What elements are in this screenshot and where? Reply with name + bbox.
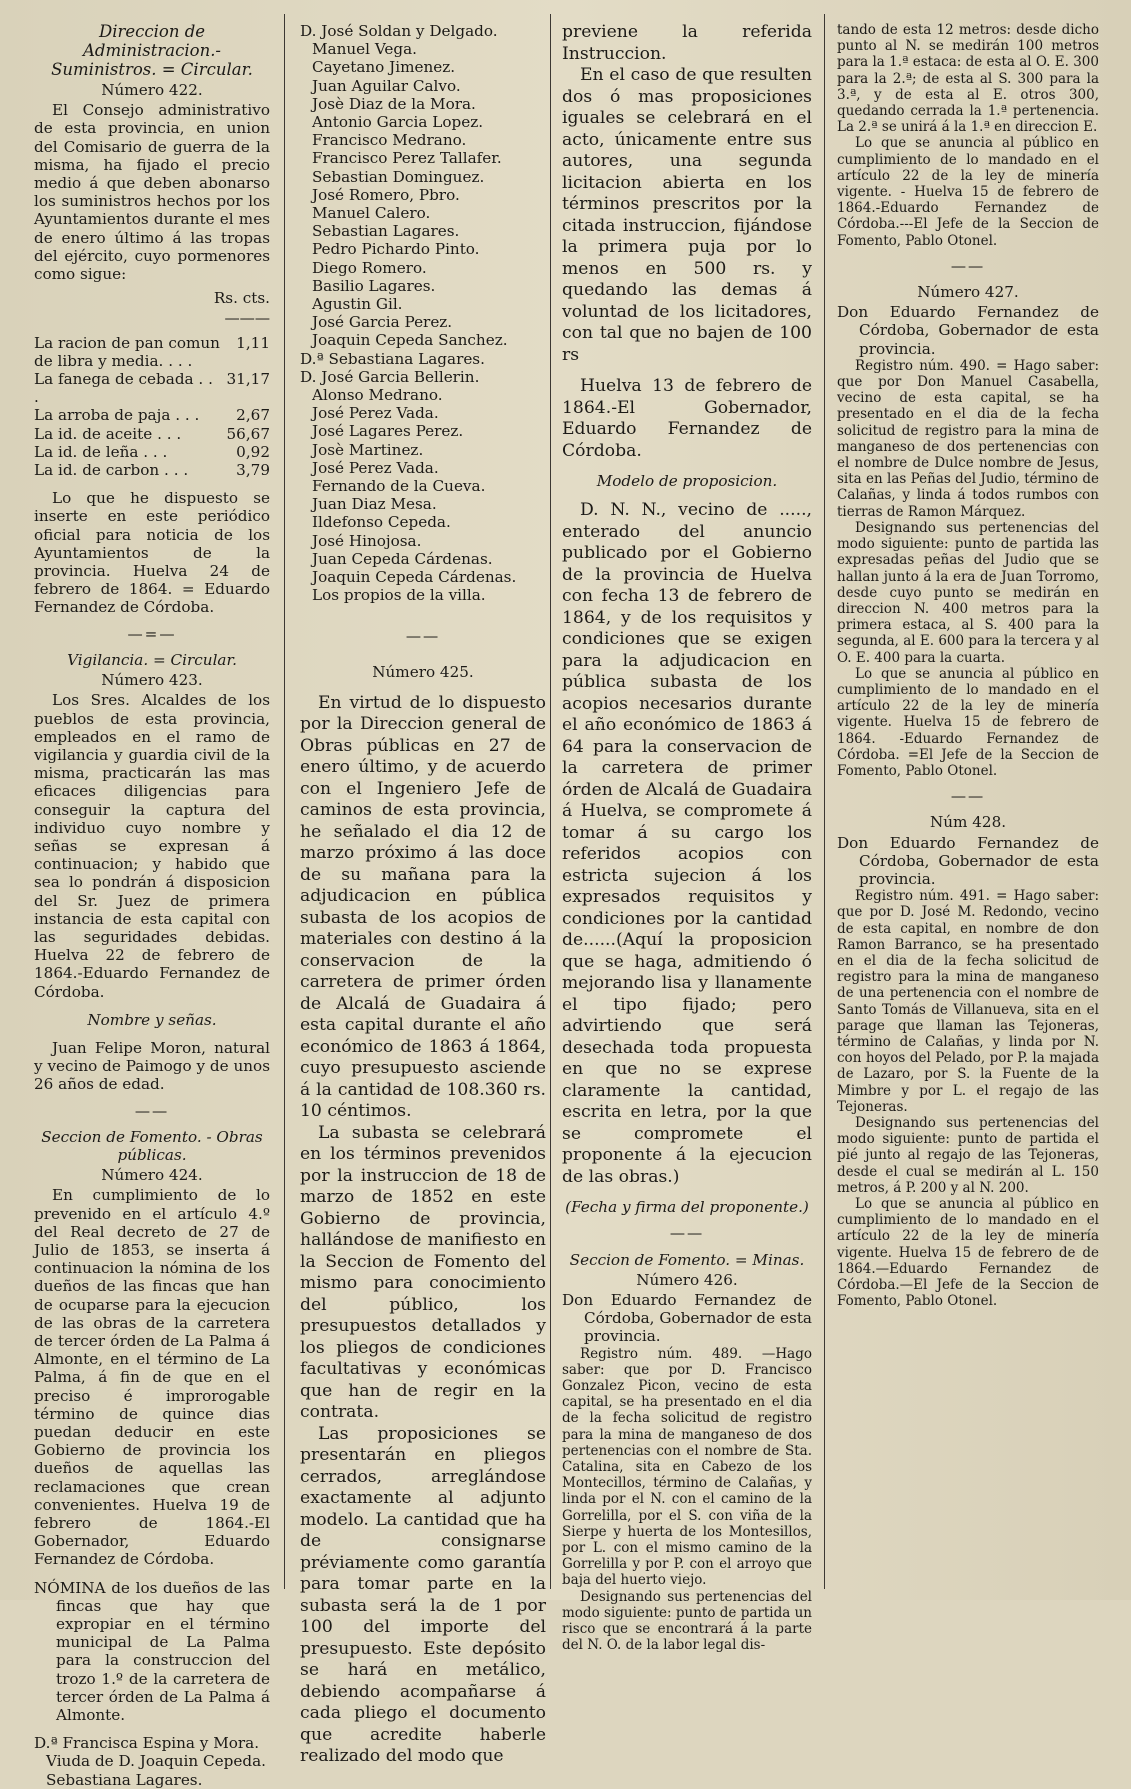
- notice-body: En el caso de que resulten dos ó mas proposiciones iguales se celebrará en el acto, únicamente entre sus autores, una segunda licitacion abierta en los términos prescritos por la citada instruccion, fijándose la primera puja por lo menos en 500 rs. y quedando las demas á voluntad de los licitadores, con tal que no bajen de 100 rs: [562, 65, 812, 365]
- column-2: [300, 22, 546, 1767]
- owner-name: José Hinojosa.: [312, 531, 422, 550]
- owner-name: D. José Soldan y Delgado.: [300, 22, 498, 40]
- notice-number: Número 426.: [636, 1270, 738, 1289]
- notice-body: La subasta se celebrará en los términos prevenidos por la instruccion de 18 de marzo de 1852 en este Gobierno de provincia, hallándose de manifiesto en la Seccion de Fomento del mismo para conocimiento del público, los presupuestos detallados y los pliegos de condiciones facultativas y económicas que han de regir en la contrata.: [300, 1122, 546, 1423]
- owner-name: Francisco Medrano.: [312, 131, 467, 150]
- separator: ——: [405, 626, 441, 645]
- notice-body: Registro núm. 491. = Hago saber: que por D. José M. Redondo, vecino de esta capital, en nombre de don Ramon Barranco, se ha presentado en el dia de la fecha solicitud de registro para la mina de manganeso de una pertenencia con el nombre de Santo Tomás de Villanueva, sita en el parage que llaman las Tejoneras, término de Calañas, y linda por N. con hoyos del Pelado, por P. la majada de Lazaro, por S. la Fuente de la Mimbre y por L. el regajo de las Tejoneras.: [837, 888, 1099, 1115]
- price-item: La fanega de cebada . . .: [34, 370, 213, 407]
- column-rule: [284, 14, 285, 1589]
- separator: ——: [950, 256, 986, 275]
- owner-name: José Romero, Pbro.: [312, 185, 460, 204]
- owner-name: D. José Garcia Bellerin.: [300, 367, 480, 386]
- notice-body: El Consejo administrativo de esta provincia, en union del Comisario de guerra de la misma, ha fijado el precio medio á que deben abonarso los suministros hechos por los Ayuntamientos durante el mes de enero último á las tropas del ejército, cuyo pormenores como sigue:: [34, 101, 270, 284]
- separator: ——: [669, 1224, 705, 1243]
- notice-body: Los Sres. Alcaldes de los pueblos de esta provincia, empleados en el ramo de vigilancia y guardia civil de la misma, practicarán las mas eficaces diligencias para conseguir la captura del individuo cuyo nombre y señas se expresan á continuacion; y habido que sea lo pondrán á disposicion del Sr. Juez de primera instancia de esta capital con las seguridades debidas. Huelva 22 de febrero de 1864.-Eduardo Fernandez de Córdoba.: [34, 691, 270, 1001]
- notice-intro: Don Eduardo Fernandez de Córdoba, Gobernador de esta provincia.: [562, 1291, 812, 1346]
- notice-intro: Don Eduardo Fernandez de Córdoba, Gobernador de esta provincia.: [837, 303, 1099, 358]
- notice-body: Lo que se anuncia al público en cumplimiento de lo mandado en el artículo 22 de la ley de minería vigente. - Huelva 15 de febrero de 1864.-Eduardo Fernandez de Córdoba.---El Jefe de la Seccion de Fomento, Pablo Otonel.: [837, 135, 1099, 249]
- section-heading: Seccion de Fomento. = Minas.: [569, 1250, 805, 1269]
- notice-body: Las proposiciones se presentarán en pliegos cerrados, arreglándose exactamente al adjunto modelo. La cantidad que ha de consignarse préviamente como garantía para tomar parte en la subasta será la de 1 por 100 del importe del presupuesto. Este depósito se hará en metálico, debiendo acompañarse á cada pliego el documento que acredite haberle realizado del modo que: [300, 1423, 546, 1767]
- price-row: [34, 406, 270, 424]
- owner-name: Alonso Medrano.: [312, 386, 443, 405]
- owner-name: Josè Diaz de la Mora.: [312, 94, 476, 113]
- price-item: La arroba de paja . . .: [34, 406, 200, 425]
- owner-name: Sebastiana Lagares.: [46, 1770, 203, 1789]
- price-header: Rs. cts.: [213, 289, 270, 308]
- nomina-heading: NÓMINA de los dueños de las fincas que hay que expropiar en el término municipal de La Palma para la construccion del trozo 1.º de la carretera de tercer órden de La Palma á Almonte.: [34, 1578, 270, 1725]
- price-value: 56,67: [226, 424, 270, 443]
- notice-body: En cumplimiento de lo prevenido en el artículo 4.º del Real decreto de 27 de Julio de 1853, se inserta á continuacion la nómina de los dueños de las fincas que han de ocuparse para la ejecucion de las obras de la carretera de tercer órden de La Palma á Almonte, en el término de La Palma, á fin de que en el preciso é improrogable término de quince dias puedan deducir en este Gobierno de provincia los dueños de aquellas las reclamaciones que crean convenientes. Huelva 19 de febrero de 1864.-El Gobernador, Eduardo Fernandez de Córdoba.: [34, 1186, 270, 1569]
- section-heading: Direccion de Administracion.-Suministros. = Circular.: [51, 22, 253, 79]
- owner-name: Antonio Garcia Lopez.: [312, 113, 484, 132]
- notice-footer: Lo que he dispuesto se inserte en este periódico oficial para noticia de los Ayuntamientos de la provincia. Huelva 24 de febrero de 1864. = Eduardo Fernandez de Córdoba.: [34, 489, 270, 617]
- owner-name: José Perez Vada.: [312, 404, 439, 423]
- owner-name: D.ª Francisca Espina y Mora.: [34, 1734, 260, 1753]
- notice-continuation: previene la referida Instruccion.: [562, 22, 812, 64]
- owner-name: Ildefonso Cepeda.: [312, 513, 451, 532]
- notice-number: Número 422.: [101, 81, 203, 99]
- owner-list: [34, 1734, 270, 1789]
- price-item: La id. de carbon . . .: [34, 461, 189, 480]
- notice-continuation: tando de esta 12 metros: desde dicho punto al N. se medirán 100 metros para la 1.ª estaca: de esta al O. E. 300 para la 2.ª; de esta al S. 300 para la 3.ª, y de esta al E. otros 300, quedando cerrada la 1.ª pertenencia. La 2.ª se unirá á la 1.ª en direccion E.: [837, 22, 1099, 136]
- subheading: Nombre y señas.: [87, 1010, 217, 1029]
- price-value: 1,11: [236, 333, 270, 352]
- notice-body: Lo que se anuncia al público en cumplimiento de lo mandado en el artículo 22 de la ley de minería vigente. Huelva 15 de febrero de 1864. -Eduardo Fernandez de Córdoba. =El Jefe de la Seccion de Fomento, Pablo Otonel.: [837, 665, 1099, 779]
- owner-name: Los propios de la villa.: [312, 586, 486, 605]
- owner-name: Juan Cepeda Cárdenas.: [312, 549, 493, 568]
- price-item: La id. de leña . . .: [34, 442, 168, 461]
- owner-name: Joaquin Cepeda Sanchez.: [312, 331, 508, 350]
- owner-name: Joaquin Cepeda Cárdenas.: [312, 568, 517, 587]
- person-description: Juan Felipe Moron, natural y vecino de Paimogo y de unos 26 años de edad.: [34, 1038, 270, 1094]
- notice-body: Designando sus pertenencias del modo siguiente: punto de partida el pié junto al regajo de las Tejoneras, desde el cual se medirán al L. 150 metros, á P. 200 y al N. 200.: [837, 1115, 1099, 1196]
- owner-name: Sebastian Dominguez.: [312, 167, 485, 186]
- owner-list: [300, 22, 546, 605]
- notice-number: Número 427.: [917, 283, 1019, 302]
- owner-name: Agustin Gil.: [312, 295, 403, 314]
- notice-number: Número 424.: [101, 1166, 203, 1185]
- owner-name: Diego Romero.: [312, 258, 427, 277]
- notice-body: Designando sus pertenencias del modo siguiente: punto de partida las expresadas peñas del Judio que se hallan junto á la era de Juan Torromo, desde cuyo punto se medirán en direccion N. 400 metros para la primera estaca, al S. 400 para la segunda, al E. 600 para la tercera y al O. E. 400 para la cuarta.: [837, 519, 1100, 666]
- notice-intro: Don Eduardo Fernandez de Córdoba, Gobernador de esta provincia.: [837, 833, 1099, 888]
- owner-name: José Perez Vada.: [312, 458, 439, 477]
- price-row: [34, 334, 270, 370]
- model-proposal: D. N. N., vecino de ....., enterado del anuncio publicado por el Gobierno de la provincia de Huelva con fecha 13 de febrero de 1864, y de los requisitos y condiciones que se exigen para la adjudicacion en pública subasta de los acopios necesarios durante el año económico de 1863 á 64 para la conservacion de la carretera de primer órden de Alcalá de Guadaira á Huelva, se compromete á tomar á su cargo los referidos acopios con estricta sujecion á los expresados requisitos y condiciones por la cantidad de......(Aquí la proposicion que se haga, admitiendo ó mejorando lisa y llanamente el tipo fijado; pero advirtiendo que será desechada toda propuesta en que no se exprese claramente la cantidad, escrita en letra, por la que se compromete el proponente á la ejecucion de las obras.): [562, 500, 812, 1187]
- price-value: 31,17: [226, 370, 270, 389]
- owner-name: Fernando de la Cueva.: [312, 477, 486, 496]
- separator: ——: [950, 787, 986, 806]
- owner-name: José Garcia Perez.: [312, 313, 453, 332]
- notice-body: Registro núm. 490. = Hago saber: que por Don Manuel Casabella, vecino de esta capital, se ha presentado en el dia de la fecha solicitud de registro para la mina de manganeso de dos pertenencias con el nombre de Dulce nombre de Jesus, sita en las Peñas del Judio, término de Calañas, y linda á todos rumbos con tierras de Ramon Márquez.: [837, 357, 1099, 520]
- owner-name: Juan Diaz Mesa.: [312, 495, 437, 514]
- notice-body: Lo que se anuncia al público en cumplimiento de lo mandado en el artículo 22 de la ley de minería vigente. Huelva 15 de febrero de de 1864.—Eduardo Fernandez de Córdoba.—El Jefe de la Seccion de Fomento, Pablo Otonel.: [837, 1196, 1099, 1310]
- owner-name: Pedro Pichardo Pinto.: [312, 240, 480, 259]
- notice-number: Número 425.: [372, 662, 474, 681]
- notice-signature: Huelva 13 de febrero de 1864.-El Gobernador, Eduardo Fernandez de Córdoba.: [562, 376, 812, 461]
- price-item: La racion de pan comun de libra y media. . . .: [34, 333, 220, 370]
- section-heading: Seccion de Fomento. - Obras públicas.: [41, 1127, 263, 1164]
- price-value: 2,67: [236, 406, 270, 425]
- price-row: [34, 461, 270, 479]
- owner-name: Juan Aguilar Calvo.: [312, 76, 461, 95]
- section-heading: Modelo de proposicion.: [596, 472, 778, 490]
- section-heading: Vigilancia. = Circular.: [67, 650, 237, 669]
- price-value: 0,92: [236, 442, 270, 461]
- separator: —=—: [127, 624, 177, 643]
- owner-name: Josè Martinez.: [312, 440, 424, 459]
- column-4: [837, 22, 1099, 1590]
- owner-name: Manuel Vega.: [312, 40, 418, 59]
- notice-body: Registro núm. 489. —Hago saber: que por D. Francisco Gonzalez Picon, vecino de esta capital, se ha presentado en el dia de la fecha solicitud de registro para la mina de manganeso de dos pertenencias con el nombre de Sta. Catalina, sita en Cabezo de los Montecillos, término de Calañas, y linda por el N. con el camino de la Gorrelilla, por el S. con viña de la Sierpe y huerta de los Montesillos, por L. con el mismo camino de la Gorrelilla y por P. con el arroyo que baja del huerto viejo.: [562, 1345, 812, 1589]
- price-row: [34, 443, 270, 461]
- owner-name: Manuel Calero.: [312, 204, 431, 223]
- column-rule: [824, 14, 825, 1589]
- owner-name: D.ª Sebastiana Lagares.: [300, 349, 485, 368]
- column-1: [34, 22, 270, 1789]
- column-3: [562, 22, 812, 1654]
- owner-name: Francisco Perez Tallafer.: [312, 149, 502, 168]
- column-rule: [550, 14, 551, 1589]
- notice-body: Designando sus pertenencias del modo siguiente: punto de partida un risco que se encontrará á la parte del N. O. de la labor legal dis-: [562, 1588, 812, 1654]
- price-header-rule: ———: [224, 309, 270, 328]
- owner-name: José Lagares Perez.: [312, 422, 464, 441]
- proposal-footer: (Fecha y firma del proponente.): [565, 1198, 809, 1217]
- owner-name: Viuda de D. Joaquin Cepeda.: [46, 1752, 266, 1771]
- notice-number: Núm 428.: [929, 813, 1007, 832]
- owner-name: Cayetano Jimenez.: [312, 58, 456, 77]
- owner-name: Basilio Lagares.: [312, 276, 436, 295]
- notice-body: En virtud de lo dispuesto por la Direccion general de Obras públicas en 27 de enero último, y de acuerdo con el Ingeniero Jefe de caminos de esta provincia, he señalado el dia 12 de marzo próximo á las doce de su mañana para la adjudicacion en pública subasta de los acopios de materiales con destino á la conservacion de la carretera de primer órden de Alcalá de Guadaira á esta capital durante el año económico de 1863 á 1864, cuyo presupuesto asciende á la cantidad de 108.360 rs. 10 céntimos.: [300, 692, 546, 1122]
- price-table: [34, 334, 270, 480]
- price-item: La id. de aceite . . .: [34, 424, 182, 443]
- price-row: [34, 370, 270, 406]
- owner-name: Sebastian Lagares.: [312, 222, 460, 241]
- price-row: [34, 425, 270, 443]
- separator: ——: [134, 1101, 170, 1120]
- price-value: 3,79: [236, 461, 270, 480]
- notice-number: Número 423.: [101, 671, 203, 690]
